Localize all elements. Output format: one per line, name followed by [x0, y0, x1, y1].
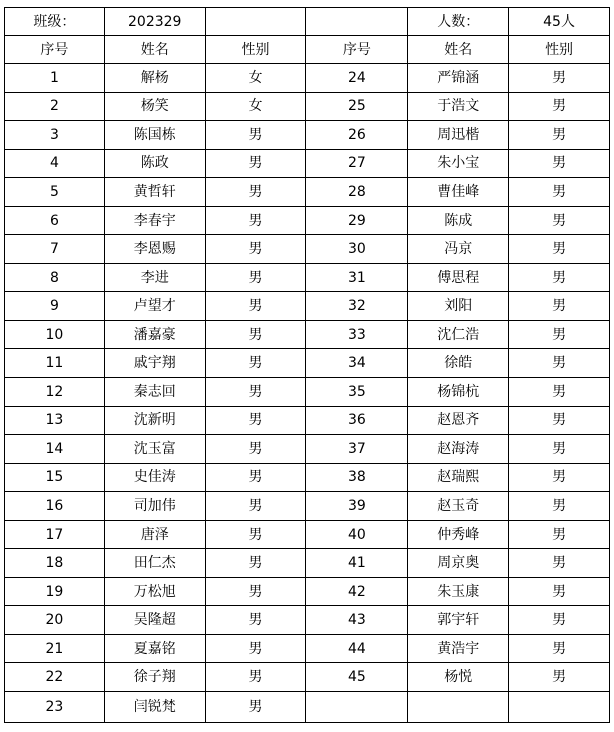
- student-number: 34: [306, 349, 408, 378]
- student-number: 10: [5, 320, 105, 349]
- class-value: 202329: [104, 8, 205, 36]
- student-name: 夏嘉铭: [104, 634, 205, 663]
- student-gender: 男: [205, 520, 306, 549]
- student-name: 赵瑞熙: [408, 463, 509, 492]
- student-number: 16: [5, 492, 105, 521]
- student-name: [408, 692, 509, 723]
- student-row: [5, 492, 610, 521]
- student-gender: 男: [509, 64, 610, 93]
- class-info-row: [5, 8, 610, 36]
- student-gender: 男: [205, 577, 306, 606]
- student-number: 44: [306, 634, 408, 663]
- student-name: 郭宇轩: [408, 606, 509, 635]
- student-number: 19: [5, 577, 105, 606]
- student-row: [5, 692, 610, 723]
- student-name: 赵玉奇: [408, 492, 509, 521]
- student-gender: 男: [205, 292, 306, 321]
- student-name: 沈新明: [104, 406, 205, 435]
- student-number: 36: [306, 406, 408, 435]
- column-header-number: 序号: [306, 36, 408, 64]
- student-gender: 男: [205, 149, 306, 178]
- student-gender: 男: [205, 263, 306, 292]
- student-row: [5, 606, 610, 635]
- student-gender: 男: [205, 692, 306, 723]
- blank-cell: [306, 8, 408, 36]
- student-number: 33: [306, 320, 408, 349]
- student-number: 29: [306, 206, 408, 235]
- student-gender: 男: [509, 663, 610, 692]
- student-name: 冯京: [408, 235, 509, 264]
- student-name: 赵恩齐: [408, 406, 509, 435]
- student-name: 杨悦: [408, 663, 509, 692]
- student-gender: 女: [205, 92, 306, 121]
- student-name: 沈仁浩: [408, 320, 509, 349]
- student-row: [5, 263, 610, 292]
- student-gender: 男: [205, 606, 306, 635]
- student-number: 14: [5, 435, 105, 464]
- student-number: 24: [306, 64, 408, 93]
- student-number: 30: [306, 235, 408, 264]
- student-number: 6: [5, 206, 105, 235]
- student-gender: 男: [509, 492, 610, 521]
- student-gender: 女: [205, 64, 306, 93]
- student-number: 15: [5, 463, 105, 492]
- student-row: [5, 549, 610, 578]
- student-gender: 男: [509, 577, 610, 606]
- student-gender: 男: [509, 435, 610, 464]
- student-name: 陈成: [408, 206, 509, 235]
- student-name: 徐子翔: [104, 663, 205, 692]
- student-number: 38: [306, 463, 408, 492]
- student-row: [5, 463, 610, 492]
- student-gender: 男: [509, 349, 610, 378]
- student-name: 田仁杰: [104, 549, 205, 578]
- student-number: 26: [306, 121, 408, 150]
- column-header-row: [5, 36, 610, 64]
- student-row: [5, 149, 610, 178]
- student-name: 李进: [104, 263, 205, 292]
- student-number: 39: [306, 492, 408, 521]
- student-number: 13: [5, 406, 105, 435]
- student-number: 8: [5, 263, 105, 292]
- student-gender: 男: [205, 178, 306, 207]
- student-number: 32: [306, 292, 408, 321]
- student-number: 1: [5, 64, 105, 93]
- column-header-gender: 性别: [509, 36, 610, 64]
- student-gender: 男: [205, 549, 306, 578]
- student-gender: 男: [205, 634, 306, 663]
- student-gender: 男: [205, 121, 306, 150]
- student-row: [5, 577, 610, 606]
- student-gender: 男: [205, 378, 306, 407]
- student-number: 27: [306, 149, 408, 178]
- student-name: 万松旭: [104, 577, 205, 606]
- count-label: 人数：: [408, 8, 509, 36]
- roster-body: [5, 8, 610, 723]
- student-roster-table: [4, 7, 610, 723]
- student-number: 4: [5, 149, 105, 178]
- student-row: [5, 320, 610, 349]
- blank-cell: [205, 8, 306, 36]
- student-row: [5, 92, 610, 121]
- student-gender: 男: [509, 606, 610, 635]
- student-row: [5, 349, 610, 378]
- student-gender: 男: [509, 463, 610, 492]
- student-name: 曹佳峰: [408, 178, 509, 207]
- column-header-name: 姓名: [408, 36, 509, 64]
- student-name: 刘阳: [408, 292, 509, 321]
- student-gender: 男: [509, 263, 610, 292]
- student-gender: 男: [205, 492, 306, 521]
- student-name: 潘嘉豪: [104, 320, 205, 349]
- student-gender: [509, 692, 610, 723]
- student-name: 赵海涛: [408, 435, 509, 464]
- student-gender: 男: [205, 463, 306, 492]
- student-name: 朱小宝: [408, 149, 509, 178]
- student-number: 21: [5, 634, 105, 663]
- student-number: [306, 692, 408, 723]
- student-row: [5, 235, 610, 264]
- student-name: 周京奥: [408, 549, 509, 578]
- student-name: 秦志回: [104, 378, 205, 407]
- student-gender: 男: [205, 235, 306, 264]
- student-name: 史佳涛: [104, 463, 205, 492]
- student-gender: 男: [205, 206, 306, 235]
- class-label: 班级：: [5, 8, 105, 36]
- student-name: 周迅楷: [408, 121, 509, 150]
- student-name: 傅思程: [408, 263, 509, 292]
- student-row: [5, 64, 610, 93]
- student-number: 3: [5, 121, 105, 150]
- student-row: [5, 378, 610, 407]
- column-header-number: 序号: [5, 36, 105, 64]
- student-row: [5, 435, 610, 464]
- student-number: 23: [5, 692, 105, 723]
- student-name: 黄哲轩: [104, 178, 205, 207]
- column-header-name: 姓名: [104, 36, 205, 64]
- student-number: 5: [5, 178, 105, 207]
- student-number: 20: [5, 606, 105, 635]
- student-name: 仲秀峰: [408, 520, 509, 549]
- student-name: 陈政: [104, 149, 205, 178]
- student-number: 41: [306, 549, 408, 578]
- student-number: 9: [5, 292, 105, 321]
- student-row: [5, 206, 610, 235]
- student-row: [5, 520, 610, 549]
- student-name: 解杨: [104, 64, 205, 93]
- student-name: 黄浩宇: [408, 634, 509, 663]
- student-number: 12: [5, 378, 105, 407]
- student-gender: 男: [205, 349, 306, 378]
- student-name: 唐泽: [104, 520, 205, 549]
- student-name: 沈玉富: [104, 435, 205, 464]
- student-name: 陈国栋: [104, 121, 205, 150]
- student-number: 43: [306, 606, 408, 635]
- student-row: [5, 292, 610, 321]
- student-number: 22: [5, 663, 105, 692]
- student-name: 严锦涵: [408, 64, 509, 93]
- student-row: [5, 663, 610, 692]
- student-number: 28: [306, 178, 408, 207]
- student-name: 戚宇翔: [104, 349, 205, 378]
- student-row: [5, 634, 610, 663]
- student-number: 7: [5, 235, 105, 264]
- student-number: 31: [306, 263, 408, 292]
- student-gender: 男: [205, 435, 306, 464]
- student-gender: 男: [205, 320, 306, 349]
- count-value: 45人: [509, 8, 610, 36]
- student-name: 司加伟: [104, 492, 205, 521]
- student-number: 35: [306, 378, 408, 407]
- student-name: 杨锦杭: [408, 378, 509, 407]
- student-gender: 男: [509, 206, 610, 235]
- student-gender: 男: [205, 406, 306, 435]
- student-gender: 男: [509, 520, 610, 549]
- student-number: 17: [5, 520, 105, 549]
- student-name: 李春宇: [104, 206, 205, 235]
- student-number: 25: [306, 92, 408, 121]
- student-row: [5, 178, 610, 207]
- column-header-gender: 性别: [205, 36, 306, 64]
- student-number: 11: [5, 349, 105, 378]
- student-name: 吴隆超: [104, 606, 205, 635]
- student-number: 2: [5, 92, 105, 121]
- student-name: 李恩赐: [104, 235, 205, 264]
- student-gender: 男: [509, 149, 610, 178]
- student-gender: 男: [509, 320, 610, 349]
- student-gender: 男: [509, 378, 610, 407]
- student-name: 徐皓: [408, 349, 509, 378]
- student-name: 卢望才: [104, 292, 205, 321]
- student-gender: 男: [509, 121, 610, 150]
- student-number: 45: [306, 663, 408, 692]
- student-name: 闫锐梵: [104, 692, 205, 723]
- student-number: 37: [306, 435, 408, 464]
- student-gender: 男: [509, 92, 610, 121]
- student-number: 40: [306, 520, 408, 549]
- student-gender: 男: [509, 292, 610, 321]
- student-name: 朱玉康: [408, 577, 509, 606]
- student-number: 42: [306, 577, 408, 606]
- student-name: 杨笑: [104, 92, 205, 121]
- student-gender: 男: [509, 634, 610, 663]
- student-row: [5, 406, 610, 435]
- student-gender: 男: [205, 663, 306, 692]
- student-gender: 男: [509, 549, 610, 578]
- student-name: 于浩文: [408, 92, 509, 121]
- student-gender: 男: [509, 406, 610, 435]
- student-row: [5, 121, 610, 150]
- student-number: 18: [5, 549, 105, 578]
- student-gender: 男: [509, 235, 610, 264]
- student-gender: 男: [509, 178, 610, 207]
